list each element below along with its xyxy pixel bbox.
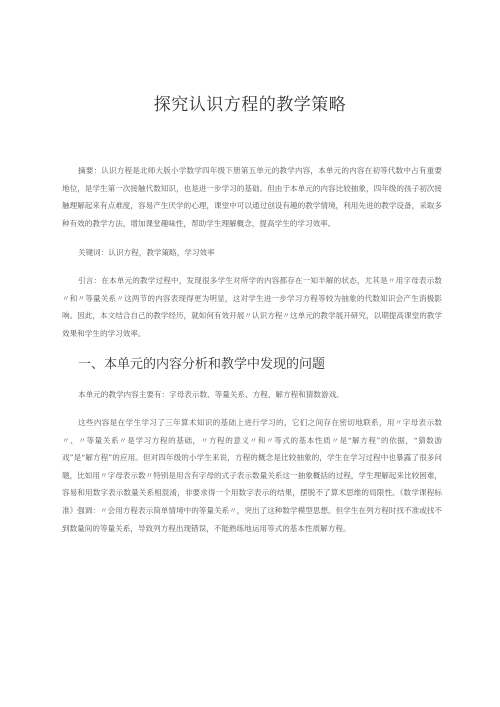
section-paragraph-2: 这些内容是在学生学习了三年算术知识的基础上进行学习的，它们之间存在密切地联系，用〃字母表示数〃、〃等量关系〃是学习方程的基础，〃方程的意义〃和〃等式的基本性质〃是“解方程”的依据，“猜数游戏”是“解方程”的应用。但对四年级的小学生来说，方程的概念是比较抽象的，学生在学习过程中也暴露了很多问题，比如用〃字母表示数〃特别是用含有字母的式子表示数量关系这一抽象概括的过程，学生理解起来比较困难，容易和用数字表示数量关系相混淆，非要求得一个用数字表示的结果，摆脱不了算术思维的局限性。《数学课程标准》强调：〃会用方程表示简单情境中的等量关系〃，突出了这种数学模型思想。但学生在列方程时找不准或找不到数量间的等量关系，导致列方程出现错误，不能熟练地运用等式的基本性质解方程。 [62,417,442,533]
keywords-paragraph: 关键词：认识方程，教学策略，学习效率 [78,248,215,258]
section-paragraph-1: 本单元的教学内容主要有：字母表示数、等量关系、方程、解方程和猜数游戏。 [78,390,344,400]
document-body [62,162,442,537]
intro-paragraph: 引言：在本单元的教学过程中，发现很多学生对所学的内容都存在一知半解的状态，尤其是〃用字母表示数〃和〃等量关系〃这两节的内容表现得更为明显，这对学生进一步学习方程等较为抽象的代数知识会产生消极影响。因此，本文结合自己的教学经历，就如何有效开展〃认识方程〃这单元的教学展开研究，以期提高课堂的教学效果和学生的学习效率。 [62,275,442,338]
section-heading: 一、本单元的内容分析和教学中发现的问题 [78,357,326,373]
abstract-paragraph: 摘要：认识方程是北师大版小学数学四年级下册第五单元的教学内容，本单元的内容在初等代数中占有重要地位，是学生第一次接触代数知识，也是进一步学习的基础。但由于本单元的内容比较抽象，四年级的孩子初次接触理解起来有点难度，容易产生厌学的心理，课堂中可以通过创设有趣的教学情境，利用先进的教学设备，采取多种有效的教学方法，增加课堂趣味性，帮助学生理解概念，提高学生的学习效率。 [62,166,442,228]
document-title: 探究认识方程的教学策略 [153,95,347,115]
